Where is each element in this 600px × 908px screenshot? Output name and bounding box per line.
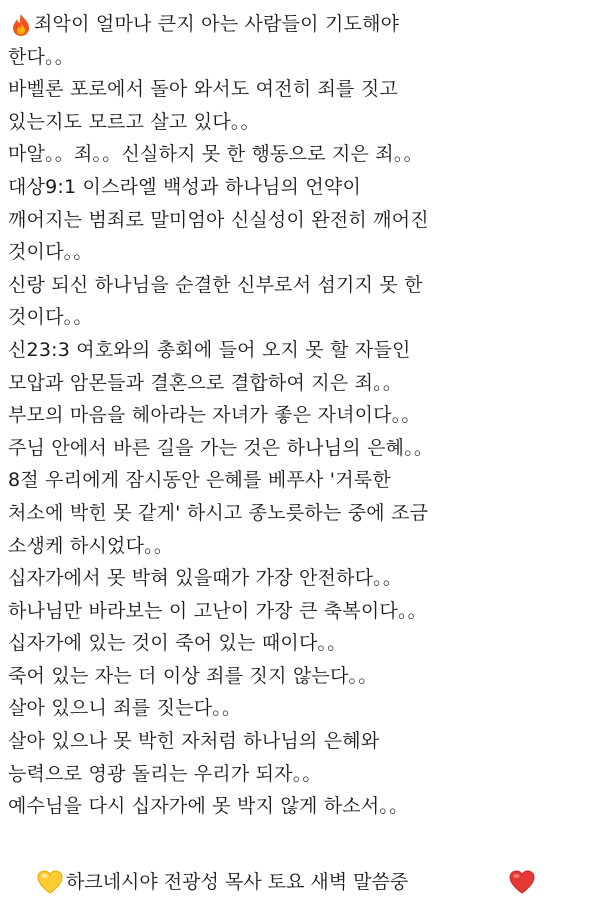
note-line: 신랑 되신 하나님을 순결한 신부로서 섬기지 못 한 [8,273,423,296]
red-heart-icon [508,869,536,895]
note-line: 죽어 있는 자는 더 이상 죄를 짓지 않는다。。 [8,664,378,687]
note-line: 것이다。。 [8,241,93,264]
note-line: 십자가에 있는 것이 죽어 있는 때이다。。 [8,632,347,655]
note-line: 신23:3 여호와의 총회에 들어 오지 못 할 자들인 [8,338,411,361]
note-line: 있는지도 모르고 살고 있다。。 [8,110,260,133]
note-line: 대상9:1 이스라엘 백성과 하나님의 언약이 [8,175,362,198]
note-line: 것이다。。 [8,306,93,329]
note-line: 부모의 마음을 헤아라는 자녀가 좋은 자녀이다。。 [8,404,421,427]
note-line: 8절 우리에게 잠시동안 은혜를 베푸사 '거룩한 [8,469,391,492]
note-line: 처소에 박힌 못 같게' 하시고 종노릇하는 중에 조금 [8,501,429,524]
note-line: 마알。。죄。。신실하지 못 한 행동으로 지은 죄。。 [8,143,423,166]
sermon-note [8,8,594,823]
note-line: 주님 안에서 바른 길을 가는 것은 하나님의 은혜。。 [8,436,434,459]
note-line: 소생케 하시었다。。 [8,534,174,557]
note-line: 예수님을 다시 십자가에 못 박지 않게 하소서。。 [8,795,409,818]
note-line: 한다。。 [8,45,75,68]
note-line: 하나님만 바라보는 이 고난이 가장 큰 축복이다。。 [8,599,427,622]
note-line: 바벨론 포로에서 돌아 와서도 여전히 죄를 짓고 [8,78,398,101]
note-line: 살아 있으니 죄를 짓는다。。 [8,697,242,720]
note-line: 죄악이 얼마나 큰지 아는 사람들이 기도해야 [34,13,400,35]
note-line: 십자가에서 못 박혀 있을때가 가장 안전하다。。 [8,567,403,590]
note-line: 깨어지는 범죄로 말미엄아 신실성이 완전히 깨어진 [8,208,429,231]
note-line: 살아 있으나 못 박힌 자처럼 하나님의 은혜와 [8,730,380,753]
sermon-source: 하크네시야 전광성 목사 토요 새벽 말씀중 [66,871,409,893]
yellow-heart-icon [36,869,64,895]
note-line: 모압과 암몬들과 결혼으로 결합하여 지은 죄。。 [8,371,403,394]
note-line: 능력으로 영광 돌리는 우리가 되자。。 [8,762,322,785]
